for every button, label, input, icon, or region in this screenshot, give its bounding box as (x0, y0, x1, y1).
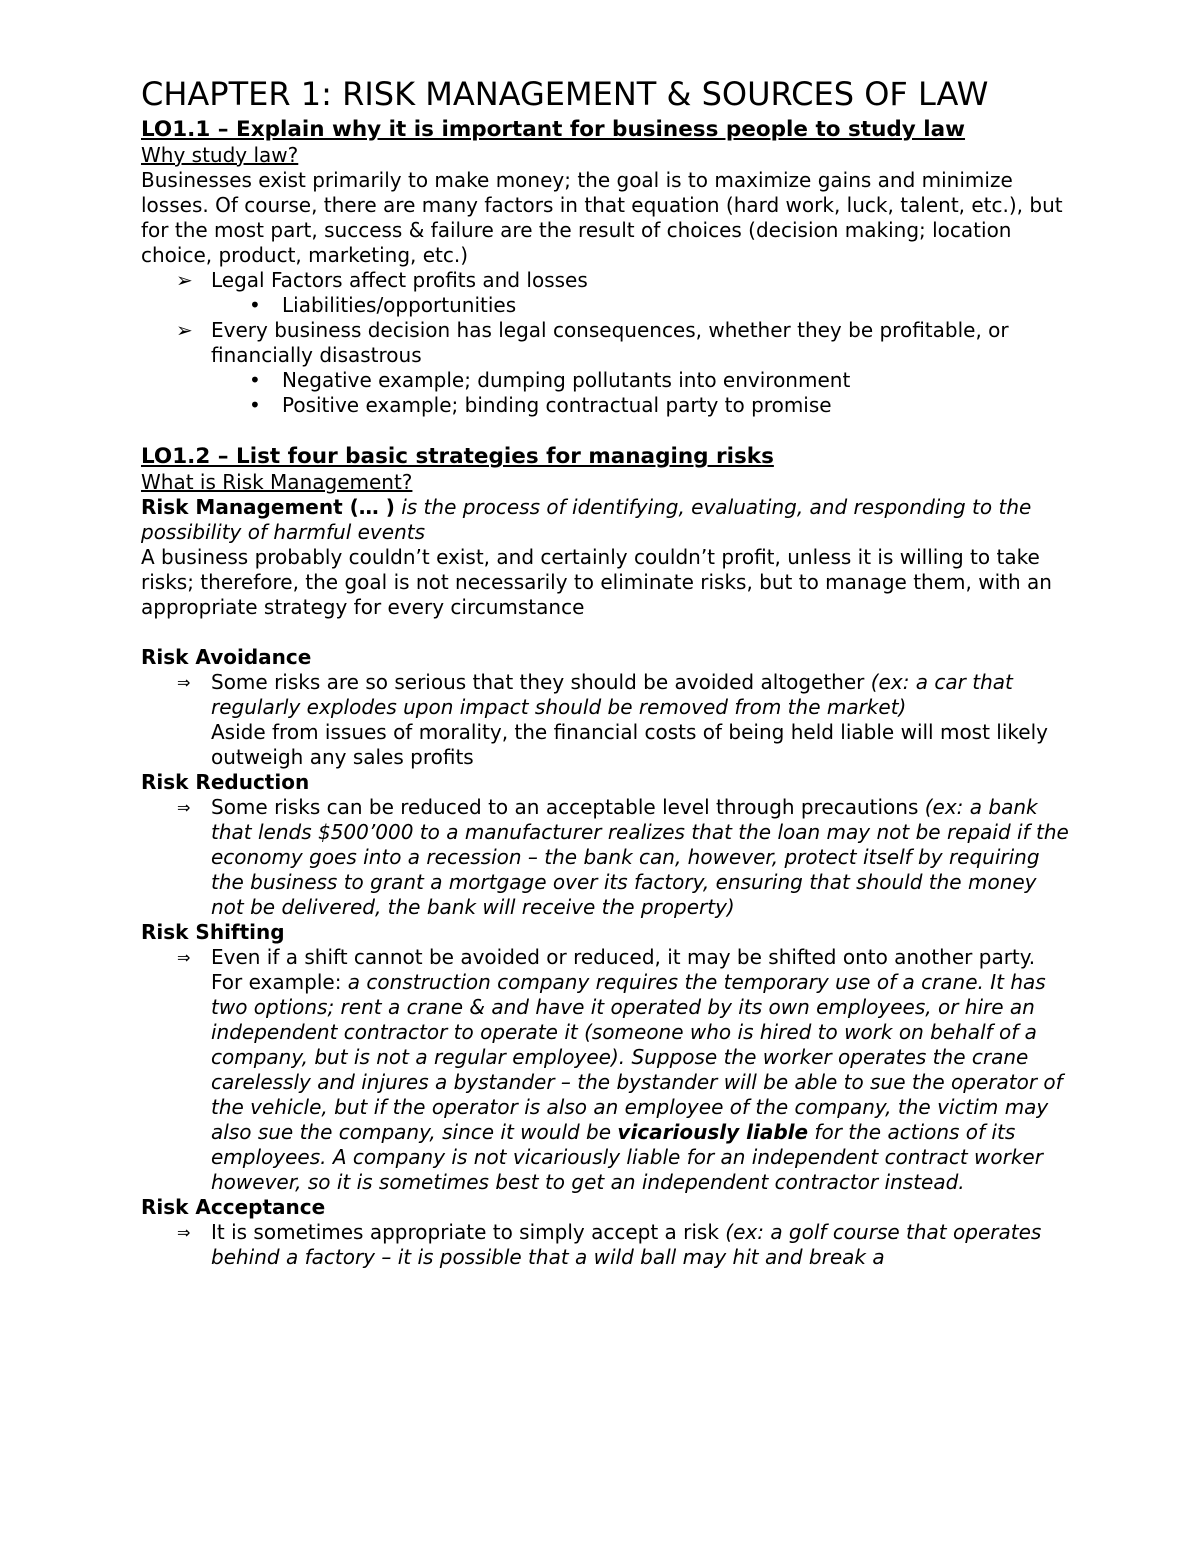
risk-management-definition: Risk Management (… ) is the process of identifying, evaluating, and responding to the possibility of harmful events (141, 495, 1032, 544)
double-arrow-icon: ⇒ (177, 673, 191, 692)
lo1-subheading: Why study law? (141, 143, 299, 167)
arrowhead-bullet-icon: ➢ (176, 268, 193, 292)
lo1-paragraph: Businesses exist primarily to make money; the goal is to maximize gains and minimize losses. Of course, there are many factors in that equation (hard work, luck, talent, etc.), but for the most part, success & failure are the result of choices (decision making; location choice, product, marketing, etc.) (141, 168, 1063, 267)
lo2-subheading: What is Risk Management? (141, 470, 413, 494)
risk-shifting-heading: Risk Shifting (141, 920, 285, 944)
arrowhead-bullet-icon: ➢ (176, 318, 193, 342)
lo2-paragraph: A business probably couldn’t exist, and certainly couldn’t profit, unless it is willing to take risks; therefore, the goal is not necessarily to eliminate risks, but to manage them, with an appropriate strategy for every circumstance (141, 545, 1052, 619)
list-item: • Negative example; dumping pollutants into environment (249, 368, 851, 392)
dot-bullet-icon: • (249, 393, 261, 417)
list-item: ⇒ Some risks are so serious that they should be avoided altogether (ex: a car that regularly explodes upon impact should be removed from the market) Aside from issues of morality, the financial costs of being held liable will most likely outweigh any sales profits (177, 670, 1048, 769)
list-item: • Liabilities/opportunities (249, 293, 517, 317)
document-page (141, 72, 1071, 1270)
list-item: • Positive example; binding contractual party to promise (249, 393, 832, 417)
double-arrow-icon: ⇒ (177, 798, 191, 817)
chapter-title: CHAPTER 1: RISK MANAGEMENT & SOURCES OF LAW (141, 75, 989, 113)
dot-bullet-icon: • (249, 293, 261, 317)
list-item: ➢ Every business decision has legal consequences, whether they be profitable, or financially disastrous (176, 318, 1009, 367)
risk-avoidance-heading: Risk Avoidance (141, 645, 312, 669)
risk-acceptance-heading: Risk Acceptance (141, 1195, 326, 1219)
list-item: ⇒ Even if a shift cannot be avoided or reduced, it may be shifted onto another party. For example: a construction company requires the temporary use of a crane. It has two options; rent a crane & and have it operated by its own employees, or hire an independent contractor to operate it (someone who is hired to work on behalf of a company, but is not a regular employee). Suppose the worker operates the crane carelessly and injures a bystander – the bystander will be able to sue the operator of the vehicle, but if the operator is also an employee of the company, the victim may also sue the company, since it would be vicariously liable for the actions of its employees. A company is not vicariously liable for an independent contract worker however, so it is sometimes best to get an independent contractor instead. (177, 945, 1063, 1194)
list-item: ➢ Legal Factors affect profits and losses (176, 268, 588, 292)
double-arrow-icon: ⇒ (177, 948, 191, 967)
double-arrow-icon: ⇒ (177, 1223, 191, 1242)
list-item: ⇒ Some risks can be reduced to an acceptable level through precautions (ex: a bank that lends $500’000 to a manufacturer realizes that the loan may not be repaid if the economy goes into a recession – the bank can, however, protect itself by requiring the business to grant a mortgage over its factory, ensuring that should the money not be delivered, the bank will receive the property) (177, 795, 1069, 919)
lo1-heading: LO1.1 – Explain why it is important for business people to study law (141, 117, 966, 142)
lo2-heading: LO1.2 – List four basic strategies for managing risks (141, 444, 774, 469)
list-item: ⇒ It is sometimes appropriate to simply accept a risk (ex: a golf course that operates behind a factory – it is possible that a wild ball may hit and break a (177, 1220, 1042, 1269)
dot-bullet-icon: • (249, 368, 261, 392)
risk-reduction-heading: Risk Reduction (141, 770, 310, 794)
